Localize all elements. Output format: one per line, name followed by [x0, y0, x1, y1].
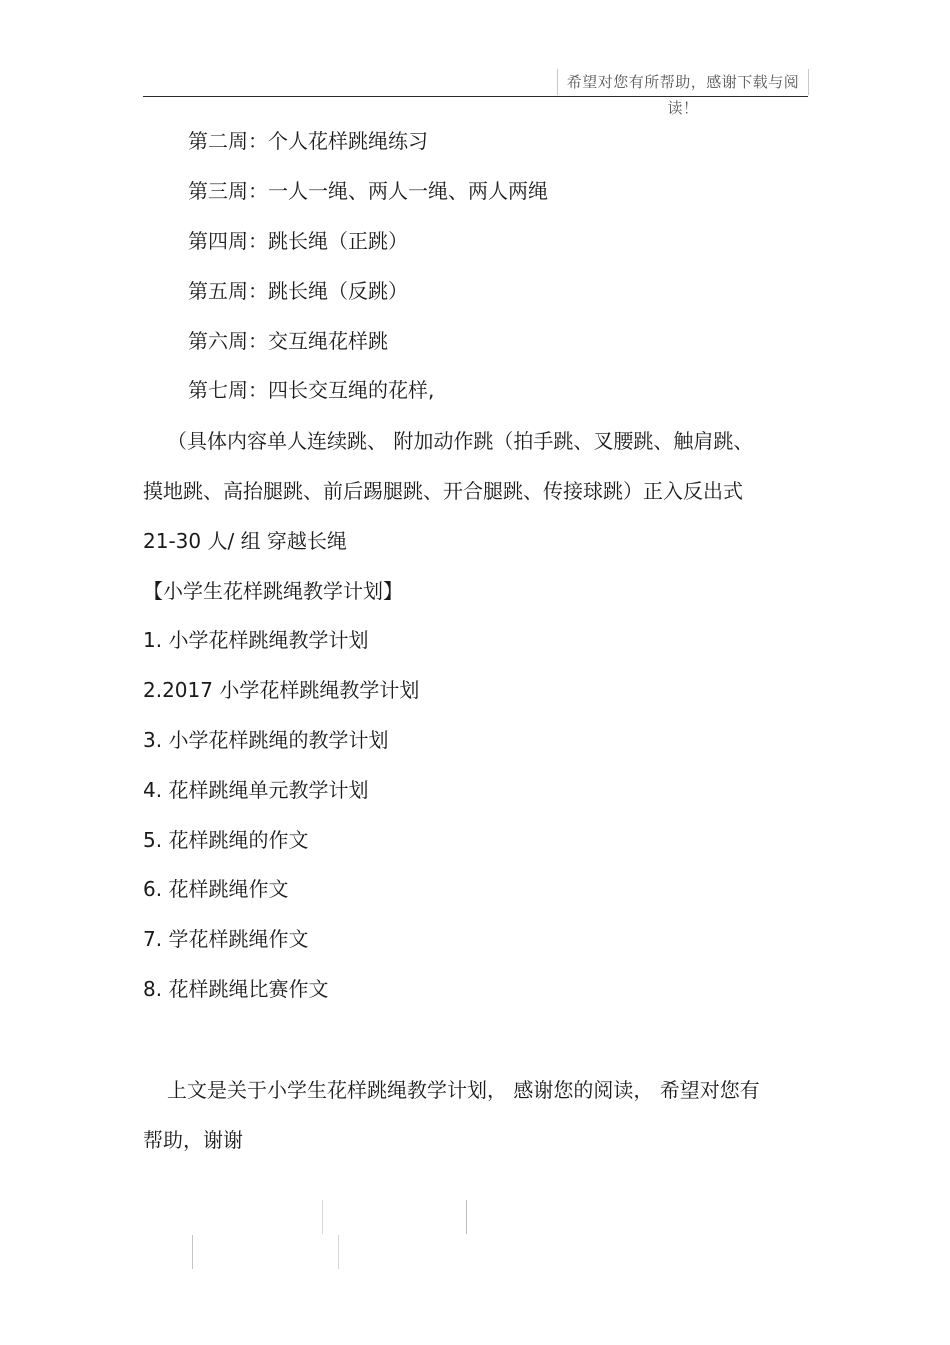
related-item-7: 7. 学花样跳绳作文	[143, 927, 309, 951]
header-rule	[143, 96, 808, 97]
schedule-week-7: 第七周：四长交互绳的花样,	[188, 378, 435, 402]
related-item-8: 8. 花样跳绳比赛作文	[143, 977, 329, 1001]
related-item-6: 6. 花样跳绳作文	[143, 877, 289, 901]
related-item-1: 1. 小学花样跳绳教学计划	[143, 628, 369, 652]
detail-line-3: 21-30 人/ 组 穿越长绳	[143, 529, 347, 553]
header-banner: 希望对您有所帮助，感谢下载与阅读！	[557, 69, 809, 95]
closing-line-1: 上文是关于小学生花样跳绳教学计划， 感谢您的阅读， 希望对您有	[167, 1078, 760, 1102]
related-item-2: 2.2017 小学花样跳绳教学计划	[143, 678, 420, 702]
schedule-week-2: 第二周：个人花样跳绳练习	[188, 129, 428, 153]
closing-line-2: 帮助，谢谢	[143, 1128, 243, 1152]
detail-line-1: （具体内容单人连续跳、 附加动作跳（拍手跳、叉腰跳、触肩跳、	[167, 429, 754, 453]
faint-divider	[338, 1235, 339, 1269]
faint-divider	[192, 1235, 193, 1269]
schedule-week-3: 第三周：一人一绳、两人一绳、两人两绳	[188, 179, 548, 203]
related-item-4: 4. 花样跳绳单元教学计划	[143, 778, 369, 802]
related-item-3: 3. 小学花样跳绳的教学计划	[143, 728, 389, 752]
schedule-week-5: 第五周：跳长绳（反跳）	[188, 279, 408, 303]
schedule-week-6: 第六周：交互绳花样跳	[188, 329, 388, 353]
faint-divider	[466, 1200, 467, 1234]
related-item-5: 5. 花样跳绳的作文	[143, 828, 309, 852]
related-heading: 【小学生花样跳绳教学计划】	[143, 579, 403, 603]
detail-line-2: 摸地跳、高抬腿跳、前后踢腿跳、开合腿跳、传接球跳）正入反出式	[143, 479, 743, 503]
faint-divider	[322, 1200, 323, 1234]
schedule-week-4: 第四周：跳长绳（正跳）	[188, 229, 408, 253]
